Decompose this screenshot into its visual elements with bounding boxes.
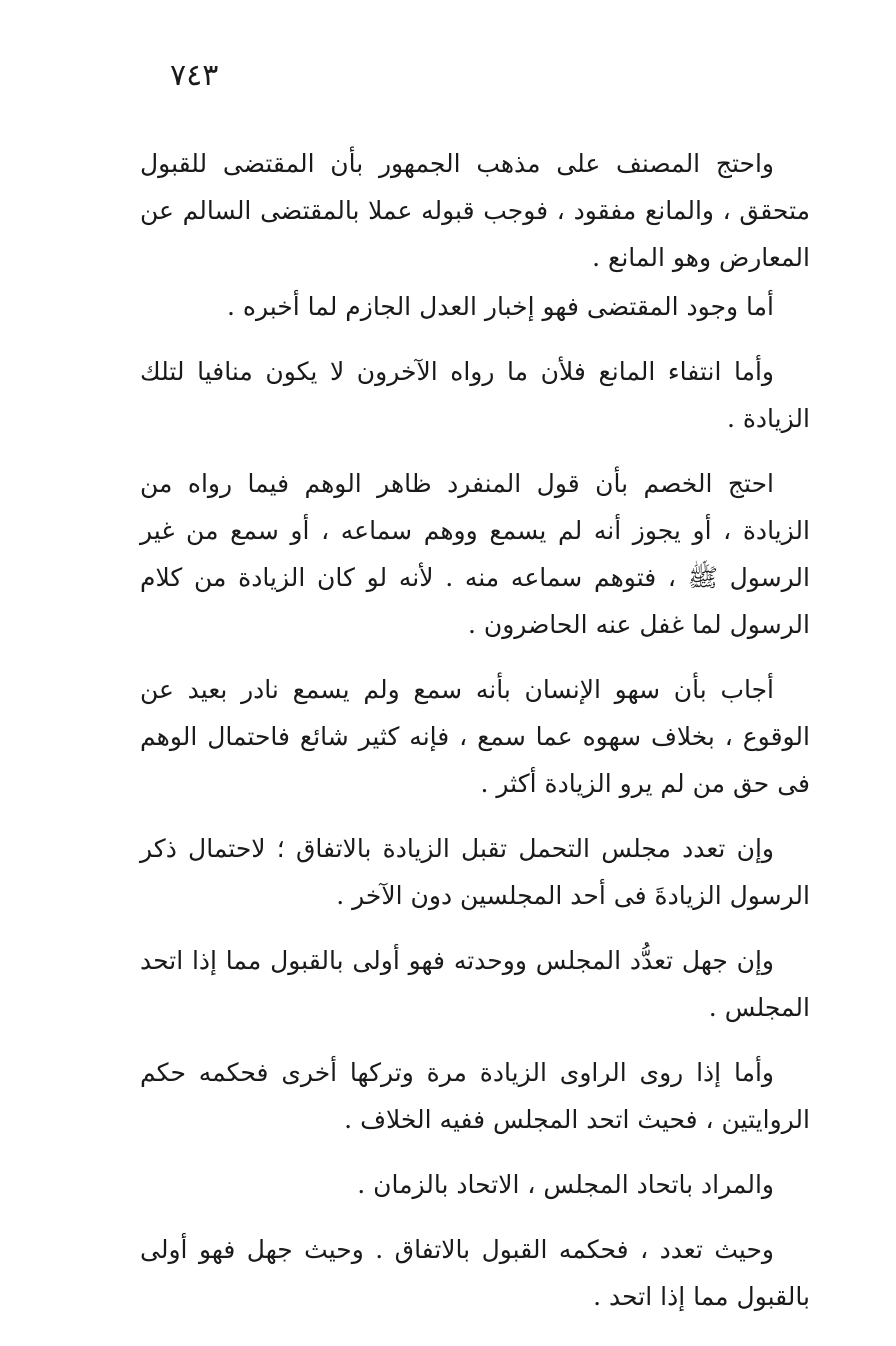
- paragraph-6: وإن تعدد مجلس التحمل تقبل الزيادة بالاتفاق ؛ لاحتمال ذكر الرسول الزيادةَ فى أحد المجلسين دون الآخر .: [140, 834, 810, 910]
- page-number: ٧٤٣: [170, 58, 219, 93]
- paragraph-9: والمراد باتحاد المجلس ، الاتحاد بالزمان .: [357, 1170, 774, 1199]
- paragraph-8: وأما إذا روى الراوى الزيادة مرة وتركها أخرى فحكمه حكم الروايتين ، فحيث اتحد المجلس ففيه الخلاف .: [140, 1058, 810, 1134]
- paragraph-7: وإن جهل تعدُّد المجلس ووحدته فهو أولى بالقبول مما إذا اتحد المجلس .: [140, 946, 810, 1022]
- paragraph-5: أجاب بأن سهو الإنسان بأنه سمع ولم يسمع نادر بعيد عن الوقوع ، بخلاف سهوه عما سمع ، فإنه كثير شائع فاحتمال الوهم فى حق من لم يرو الزيادة أكثر .: [140, 675, 810, 798]
- paragraph-10: وحيث تعدد ، فحكمه القبول بالاتفاق . وحيث جهل فهو أولى بالقبول مما إذا اتحد .: [140, 1235, 810, 1311]
- paragraph-3: وأما انتفاء المانع فلأن ما رواه الآخرون لا يكون منافيا لتلك الزيادة .: [140, 357, 810, 433]
- body-text: [140, 140, 810, 1338]
- paragraph-2: أما وجود المقتضى فهو إخبار العدل الجازم لما أخبره .: [226, 292, 774, 321]
- paragraph-4: احتج الخصم بأن قول المنفرد ظاهر الوهم فيما رواه من الزيادة ، أو يجوز أنه لم يسمع ووهم سماعه ، أو سمع من غير الرسول ﷺ ، فتوهم سماعه منه . لأنه لو كان الزيادة من كلام الرسول لما غفل عنه الحاضرون .: [140, 469, 810, 639]
- paragraph-1: واحتج المصنف على مذهب الجمهور بأن المقتضى للقبول متحقق ، والمانع مفقود ، فوجب قبوله عملا بالمقتضى السالم عن المعارض وهو المانع .: [140, 149, 810, 272]
